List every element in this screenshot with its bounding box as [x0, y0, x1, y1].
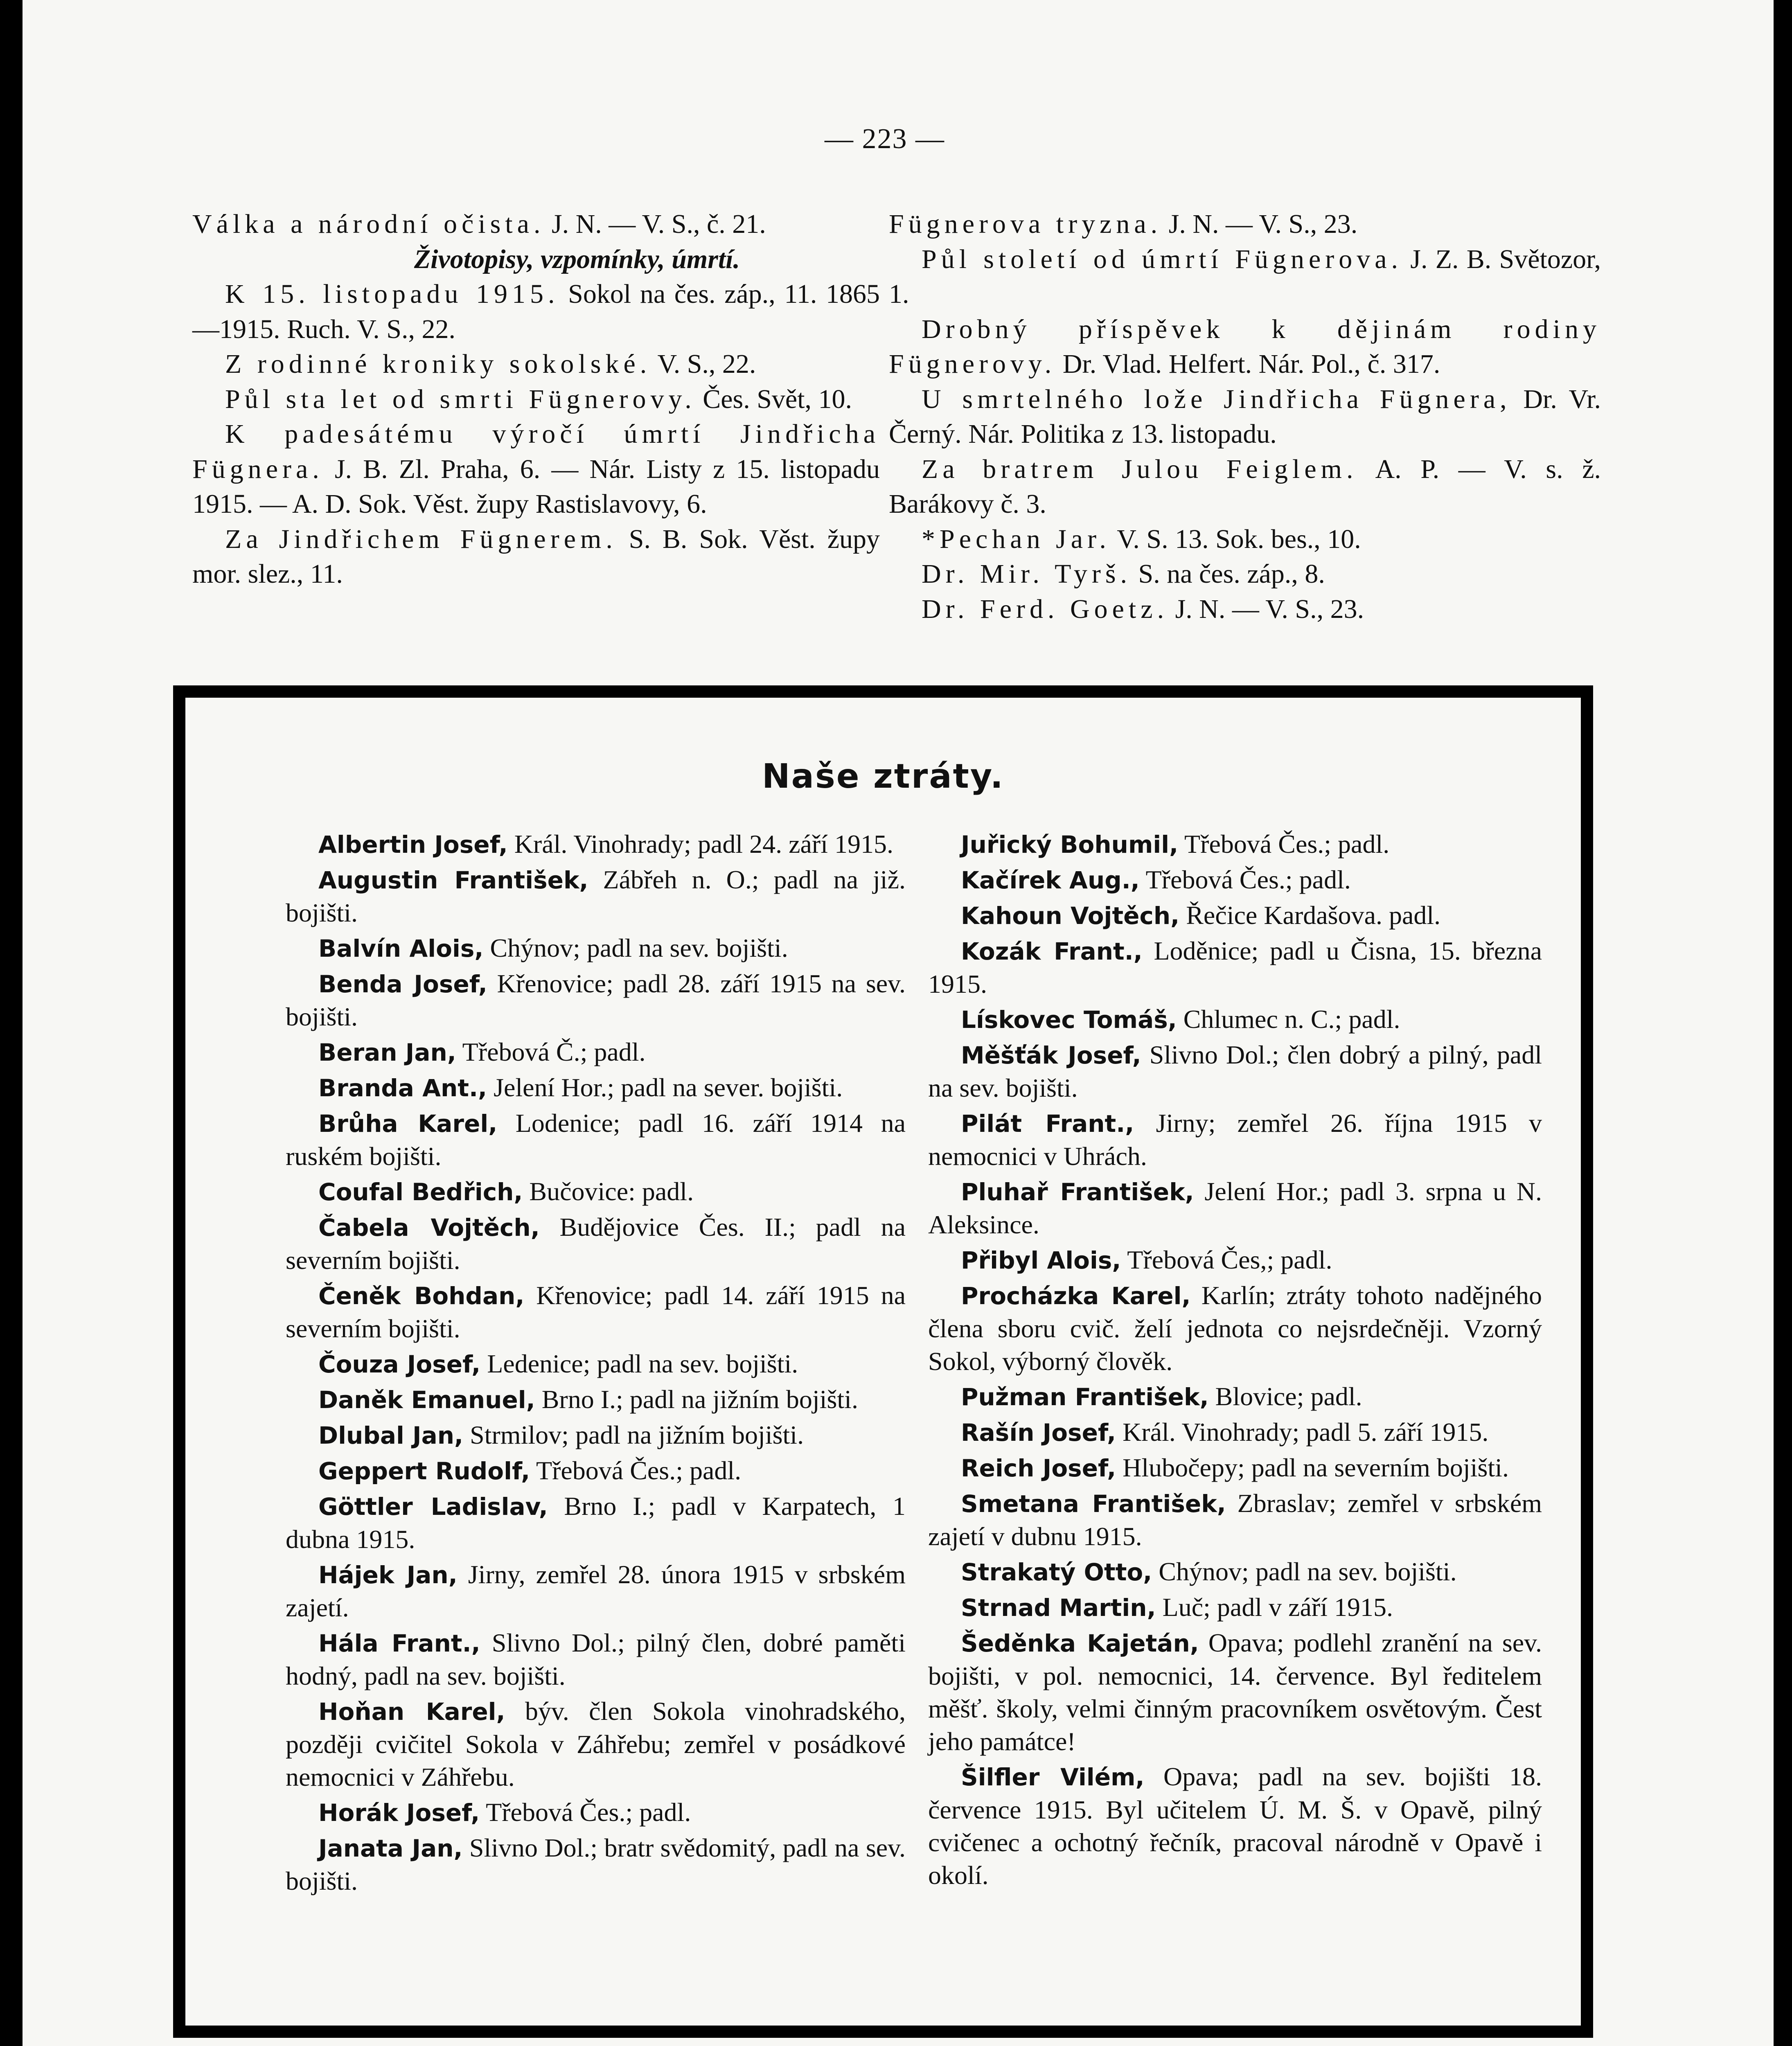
loss-entry: [286, 1383, 906, 1416]
loss-text: Lodenice; padl 16. září 1914 na ruském bojišti.: [286, 1109, 906, 1171]
bib-entry: Válka a národní očista. J. N. — V. S., č. 21.: [192, 209, 766, 239]
loss-name: Pužman František,: [961, 1383, 1209, 1411]
losses-box: [173, 685, 1593, 2038]
section-heading: Životopisy, vzpomínky, úmrtí.: [414, 244, 740, 274]
loss-name: Hála Frant.,: [318, 1629, 480, 1657]
loss-text: Třebová Č.; padl.: [456, 1037, 646, 1066]
loss-name: Albertin Josef,: [318, 831, 508, 859]
loss-name: Hájek Jan,: [318, 1561, 458, 1589]
loss-name: Procházka Karel,: [961, 1282, 1191, 1310]
page-number: — 223 —: [825, 123, 945, 155]
loss-text: Chýnov; padl na sev. bojišti.: [483, 933, 788, 962]
loss-entry: [286, 1627, 906, 1692]
loss-entry: [928, 1279, 1542, 1378]
loss-entry: [928, 1760, 1542, 1892]
loss-name: Strnad Martin,: [961, 1594, 1156, 1622]
bib-entry: Půl sta let od smrti Fügnerovy. Čes. Svět, 10.: [225, 384, 852, 414]
loss-entry: [286, 1279, 906, 1345]
loss-text: Třebová Čes.; padl.: [1178, 829, 1390, 859]
loss-entry: [286, 967, 906, 1033]
loss-name: Čouza Josef,: [318, 1350, 481, 1378]
bib-entry: Za Jindřichem Fügnerem. S. B. Sok. Věst. župy mor. slez., 11.: [192, 524, 880, 589]
loss-entry: [928, 1380, 1542, 1413]
loss-entry: [928, 935, 1542, 1000]
loss-name: Šilfler Vilém,: [961, 1763, 1145, 1791]
loss-text: býv. člen Sokola vinohradského, později cvičitel Sokola v Záhřebu; zemřel v posádkové nemocnici v Záhřebu.: [286, 1697, 906, 1791]
bib-entry: Z rodinné kroniky sokolské. V. S., 22.: [225, 349, 756, 379]
loss-text: Třebová Čes.; padl.: [480, 1798, 691, 1827]
loss-entry: [928, 899, 1542, 932]
loss-name: Šeděnka Kajetán,: [961, 1629, 1199, 1657]
loss-name: Balvín Alois,: [318, 935, 484, 962]
loss-text: Třebová Čes,; padl.: [1121, 1245, 1332, 1274]
loss-entry: [928, 1487, 1542, 1553]
loss-entry: [286, 1071, 906, 1104]
loss-entry: [286, 1695, 906, 1794]
loss-name: Reich Josef,: [961, 1454, 1116, 1482]
bib-entry: Fügnerova tryzna. J. N. — V. S., 23.: [889, 209, 1358, 239]
loss-entry: [928, 828, 1542, 861]
loss-text: Karlín; ztráty tohoto nadějného člena sboru cvič. želí jednota co nejsrdečněji. Vzorný Sokol, výborný člověk.: [928, 1281, 1542, 1376]
loss-entry: [286, 1558, 906, 1624]
loss-name: Smetana František,: [961, 1490, 1226, 1518]
top-left-column: [192, 207, 880, 592]
loss-text: Brno I.; padl v Karpatech, 1 dubna 1915.: [286, 1492, 906, 1554]
loss-name: Rašín Josef,: [961, 1419, 1116, 1447]
loss-entry: [286, 1107, 906, 1173]
loss-name: Benda Josef,: [318, 970, 487, 998]
loss-text: Hlubočepy; padl na severním bojišti.: [1116, 1453, 1509, 1482]
loss-entry: [928, 1555, 1542, 1589]
loss-entry: [928, 1039, 1542, 1104]
loss-text: Třebová Čes.; padl.: [530, 1456, 742, 1485]
loss-text: Blovice; padl.: [1208, 1382, 1362, 1411]
loss-name: Branda Ant.,: [318, 1074, 487, 1102]
loss-name: Geppert Rudolf,: [318, 1457, 530, 1485]
loss-entry: [286, 1796, 906, 1829]
loss-text: Chýnov; padl na sev. bojišti.: [1152, 1557, 1457, 1586]
loss-name: Janata Jan,: [318, 1834, 463, 1862]
loss-text: Brno I.; padl na jižním bojišti.: [535, 1385, 858, 1414]
bib-entry: K padesátému výročí úmrtí Jindřicha Fügnera. J. B. Zl. Praha, 6. — Nár. Listy z 15. listopadu 1915. — A. D. Sok. Věst. župy Rastislavovy, 6.: [192, 419, 880, 519]
loss-name: Pluhař František,: [961, 1178, 1194, 1206]
loss-text: Třebová Čes.; padl.: [1139, 865, 1351, 894]
loss-name: Hoňan Karel,: [318, 1698, 505, 1726]
loss-name: Kahoun Vojtěch,: [961, 902, 1180, 930]
losses-left-column: [286, 828, 906, 1900]
bib-entry: U smrtelného lože Jindřicha Fügnera, Dr. Vr. Černý. Nár. Politika z 13. listopadu.: [889, 384, 1601, 449]
loss-entry: [286, 1454, 906, 1487]
loss-text: Luč; padl v září 1915.: [1156, 1593, 1393, 1622]
loss-text: Ledenice; padl na sev. bojišti.: [480, 1349, 798, 1378]
loss-entry: [286, 932, 906, 965]
loss-entry: [928, 1107, 1542, 1173]
bib-entry: K 15. listopadu 1915. Sokol na čes. záp., 11. 1865—1915. Ruch. V. S., 22.: [192, 279, 880, 344]
loss-text: Zbraslav; zemřel v srbském zajetí v dubnu 1915.: [928, 1489, 1542, 1551]
loss-name: Pilát Frant.,: [961, 1110, 1134, 1138]
loss-name: Kačírek Aug.,: [961, 866, 1140, 894]
loss-name: Brůha Karel,: [318, 1110, 498, 1138]
loss-text: Opava; padl na sev. bojišti 18. července 1915. Byl učitelem Ú. M. Š. v Opavě, pilný cvičenec a ochotný řečník, pracoval národně v Opavě i okolí.: [928, 1762, 1542, 1890]
loss-name: Beran Jan,: [318, 1039, 456, 1066]
loss-text: Bučovice: padl.: [523, 1177, 694, 1206]
loss-text: Jelení Hor.; padl 3. srpna u N. Aleksince.: [928, 1177, 1542, 1239]
page: [23, 0, 1774, 2046]
loss-entry: [928, 1175, 1542, 1241]
loss-name: Měšťák Josef,: [961, 1041, 1141, 1069]
loss-entry: [928, 1627, 1542, 1758]
bib-entry: Za bratrem Julou Feiglem. A. P. — V. s. ž. Barákovy č. 3.: [889, 454, 1601, 519]
loss-text: Chlumec n. C.; padl.: [1177, 1005, 1400, 1034]
losses-right-column: [928, 828, 1542, 1894]
bib-entry: Dr. Mir. Tyrš. S. na čes. záp., 8.: [922, 559, 1325, 589]
loss-entry: [286, 1832, 906, 1897]
loss-entry: [286, 863, 906, 929]
loss-entry: [928, 1244, 1542, 1277]
box-title: Naše ztráty.: [762, 757, 1004, 796]
loss-text: Opava; podlehl zranění na sev. bojišti, v pol. nemocnici, 14. července. Byl ředitelem měšť. školy, velmi činným pracovníkem osvětovým. Čest jeho památce!: [928, 1628, 1542, 1756]
loss-entry: [928, 1451, 1542, 1485]
loss-name: Přibyl Alois,: [961, 1246, 1121, 1274]
loss-name: Juřický Bohumil,: [961, 831, 1179, 859]
loss-text: Řečice Kardašova. padl.: [1179, 901, 1441, 930]
loss-name: Strakatý Otto,: [961, 1558, 1152, 1586]
bib-entry: *Pechan Jar. V. S. 13. Sok. bes., 10.: [922, 524, 1361, 554]
loss-entry: [928, 863, 1542, 897]
loss-entry: [928, 1416, 1542, 1449]
loss-text: Král. Vinohrady; padl 5. září 1915.: [1116, 1417, 1489, 1447]
loss-name: Lískovec Tomáš,: [961, 1006, 1177, 1034]
loss-name: Dlubal Jan,: [318, 1422, 464, 1449]
bib-entry: Dr. Ferd. Goetz. J. N. — V. S., 23.: [922, 594, 1364, 624]
bib-entry: Drobný příspěvek k dějinám rodiny Fügnerovy. Dr. Vlad. Helfert. Nár. Pol., č. 317.: [889, 314, 1601, 379]
loss-name: Augustin František,: [318, 866, 588, 894]
loss-entry: [286, 1175, 906, 1208]
loss-entry: [286, 828, 906, 861]
loss-name: Čabela Vojtěch,: [318, 1214, 540, 1242]
loss-entry: [286, 1419, 906, 1452]
top-right-column: [889, 207, 1601, 626]
loss-text: Křenovice; padl 28. září 1915 na sev. bojišti.: [286, 969, 906, 1031]
loss-text: Slivno Dol.; bratr svědomitý, padl na sev. bojišti.: [286, 1833, 906, 1895]
loss-entry: [286, 1036, 906, 1069]
bib-entry: Půl století od úmrtí Fügnerova. J. Z. B. Světozor, 1.: [889, 244, 1601, 309]
loss-text: Slivno Dol.; člen dobrý a pilný, padl na sev. bojišti.: [928, 1040, 1542, 1102]
loss-text: Budějovice Čes. II.; padl na severním bojišti.: [286, 1212, 906, 1275]
loss-name: Kozák Frant.,: [961, 937, 1143, 965]
loss-text: Jirny, zemřel 28. února 1915 v srbském zajetí.: [286, 1560, 906, 1622]
loss-text: Strmilov; padl na jižním bojišti.: [463, 1420, 804, 1449]
loss-name: Göttler Ladislav,: [318, 1493, 548, 1521]
loss-name: Daněk Emanuel,: [318, 1386, 535, 1414]
loss-text: Zábřeh n. O.; padl na již. bojišti.: [286, 865, 906, 927]
loss-name: Horák Josef,: [318, 1799, 480, 1827]
loss-text: Král. Vinohrady; padl 24. září 1915.: [507, 829, 894, 859]
loss-entry: [286, 1347, 906, 1381]
loss-text: Jirny; zemřel 26. října 1915 v nemocnici v Uhrách.: [928, 1109, 1542, 1171]
loss-name: Coufal Bedřich,: [318, 1178, 523, 1206]
loss-entry: [286, 1490, 906, 1556]
loss-text: Slivno Dol.; pilný člen, dobré paměti hodný, padl na sev. bojišti.: [286, 1628, 906, 1690]
loss-entry: [928, 1591, 1542, 1624]
loss-text: Jelení Hor.; padl na sever. bojišti.: [487, 1073, 843, 1102]
loss-entry: [286, 1211, 906, 1277]
loss-entry: [928, 1003, 1542, 1036]
loss-text: Křenovice; padl 14. září 1915 na severním bojišti.: [286, 1281, 906, 1343]
loss-name: Čeněk Bohdan,: [318, 1282, 525, 1310]
loss-text: Loděnice; padl u Čisna, 15. března 1915.: [928, 936, 1542, 998]
